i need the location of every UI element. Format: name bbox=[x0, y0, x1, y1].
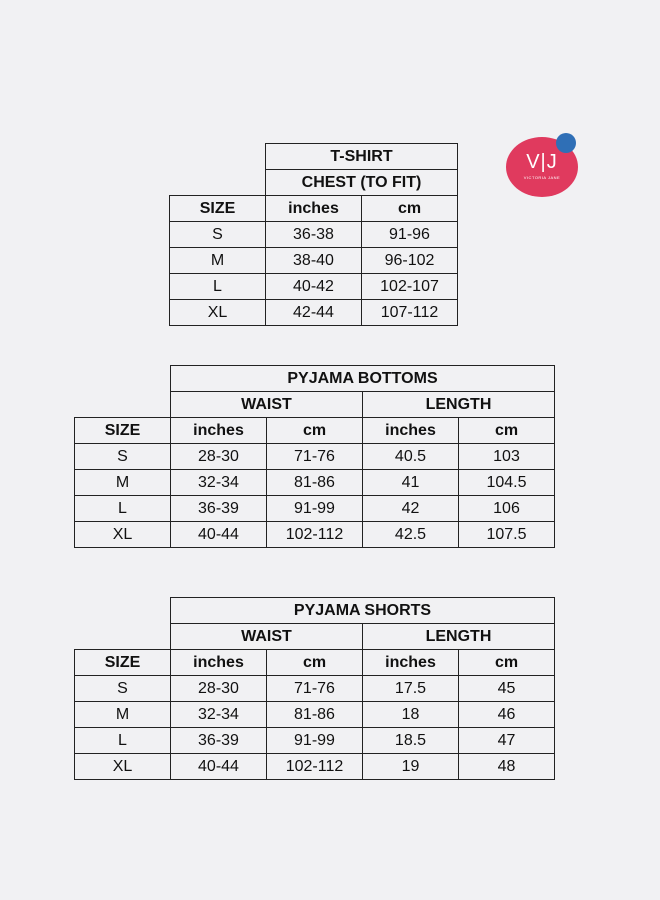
column-header: cm bbox=[459, 418, 555, 444]
column-header: inches bbox=[266, 196, 362, 222]
pyjama-shorts-size-table bbox=[74, 597, 555, 780]
tshirt-size-table bbox=[169, 143, 458, 326]
brand-logo bbox=[506, 133, 578, 197]
table-row bbox=[75, 522, 555, 548]
table-cell: L bbox=[75, 496, 171, 522]
blank-cell bbox=[170, 144, 266, 170]
table-cell: 91-96 bbox=[362, 222, 458, 248]
table-cell: 91-99 bbox=[267, 728, 363, 754]
table-cell: 40.5 bbox=[363, 444, 459, 470]
table-cell: XL bbox=[170, 300, 266, 326]
table-row bbox=[75, 754, 555, 780]
table-cell: 32-34 bbox=[171, 470, 267, 496]
table-cell: 42.5 bbox=[363, 522, 459, 548]
logo-mark: V|J bbox=[526, 151, 558, 173]
table-cell: 107.5 bbox=[459, 522, 555, 548]
table-cell: XL bbox=[75, 754, 171, 780]
table-cell: 19 bbox=[363, 754, 459, 780]
table-cell: 36-39 bbox=[171, 728, 267, 754]
table-row bbox=[170, 248, 458, 274]
table-cell: 42 bbox=[363, 496, 459, 522]
table-cell: 71-76 bbox=[267, 444, 363, 470]
table-row bbox=[75, 676, 555, 702]
logo-dot bbox=[556, 133, 576, 153]
group-header: LENGTH bbox=[363, 392, 555, 418]
table-cell: 28-30 bbox=[171, 676, 267, 702]
table-cell: M bbox=[75, 470, 171, 496]
column-header: inches bbox=[363, 650, 459, 676]
table-cell: 42-44 bbox=[266, 300, 362, 326]
table-row bbox=[75, 496, 555, 522]
table-title: T-SHIRT bbox=[266, 144, 458, 170]
table-cell: 18 bbox=[363, 702, 459, 728]
table-row bbox=[170, 274, 458, 300]
column-header: cm bbox=[267, 650, 363, 676]
table-cell: 81-86 bbox=[267, 470, 363, 496]
table-cell: 81-86 bbox=[267, 702, 363, 728]
column-header: SIZE bbox=[75, 418, 171, 444]
table-cell: 102-112 bbox=[267, 754, 363, 780]
table-cell: S bbox=[75, 444, 171, 470]
pyjama-bottoms-size-table bbox=[74, 365, 555, 548]
header-row bbox=[75, 650, 555, 676]
group-header: CHEST (TO FIT) bbox=[266, 170, 458, 196]
table-cell: 106 bbox=[459, 496, 555, 522]
table-cell: S bbox=[170, 222, 266, 248]
column-header: cm bbox=[459, 650, 555, 676]
column-header: cm bbox=[362, 196, 458, 222]
table-cell: 38-40 bbox=[266, 248, 362, 274]
table-cell: M bbox=[75, 702, 171, 728]
table-row bbox=[75, 470, 555, 496]
table-cell: 47 bbox=[459, 728, 555, 754]
table-cell: XL bbox=[75, 522, 171, 548]
table-cell: 28-30 bbox=[171, 444, 267, 470]
blank-cell bbox=[75, 624, 171, 650]
table-row bbox=[75, 728, 555, 754]
column-header: SIZE bbox=[75, 650, 171, 676]
group-header: WAIST bbox=[171, 624, 363, 650]
table-cell: 71-76 bbox=[267, 676, 363, 702]
table-cell: 48 bbox=[459, 754, 555, 780]
table-title: PYJAMA SHORTS bbox=[171, 598, 555, 624]
table-title: PYJAMA BOTTOMS bbox=[171, 366, 555, 392]
table-row bbox=[75, 444, 555, 470]
table-cell: L bbox=[170, 274, 266, 300]
table-cell: 102-112 bbox=[267, 522, 363, 548]
group-header: LENGTH bbox=[363, 624, 555, 650]
table-cell: 40-44 bbox=[171, 754, 267, 780]
table-cell: 41 bbox=[363, 470, 459, 496]
table-cell: 107-112 bbox=[362, 300, 458, 326]
header-row bbox=[75, 418, 555, 444]
table-cell: 17.5 bbox=[363, 676, 459, 702]
table-row bbox=[170, 300, 458, 326]
table-row bbox=[170, 222, 458, 248]
blank-cell bbox=[170, 170, 266, 196]
blank-cell bbox=[75, 392, 171, 418]
table-cell: 103 bbox=[459, 444, 555, 470]
table-cell: M bbox=[170, 248, 266, 274]
header-row bbox=[170, 196, 458, 222]
column-header: cm bbox=[267, 418, 363, 444]
table-row bbox=[75, 702, 555, 728]
blank-cell bbox=[75, 366, 171, 392]
table-cell: 18.5 bbox=[363, 728, 459, 754]
column-header: inches bbox=[171, 650, 267, 676]
table-cell: 91-99 bbox=[267, 496, 363, 522]
table-cell: L bbox=[75, 728, 171, 754]
logo-subtext: VICTORIA JANE bbox=[523, 175, 561, 180]
table-cell: 96-102 bbox=[362, 248, 458, 274]
column-header: inches bbox=[363, 418, 459, 444]
blank-cell bbox=[75, 598, 171, 624]
table-cell: 40-44 bbox=[171, 522, 267, 548]
table-cell: 36-38 bbox=[266, 222, 362, 248]
column-header: inches bbox=[171, 418, 267, 444]
table-cell: 40-42 bbox=[266, 274, 362, 300]
table-cell: 32-34 bbox=[171, 702, 267, 728]
group-header: WAIST bbox=[171, 392, 363, 418]
table-cell: 46 bbox=[459, 702, 555, 728]
table-cell: S bbox=[75, 676, 171, 702]
table-cell: 102-107 bbox=[362, 274, 458, 300]
table-cell: 36-39 bbox=[171, 496, 267, 522]
table-cell: 45 bbox=[459, 676, 555, 702]
column-header: SIZE bbox=[170, 196, 266, 222]
table-cell: 104.5 bbox=[459, 470, 555, 496]
